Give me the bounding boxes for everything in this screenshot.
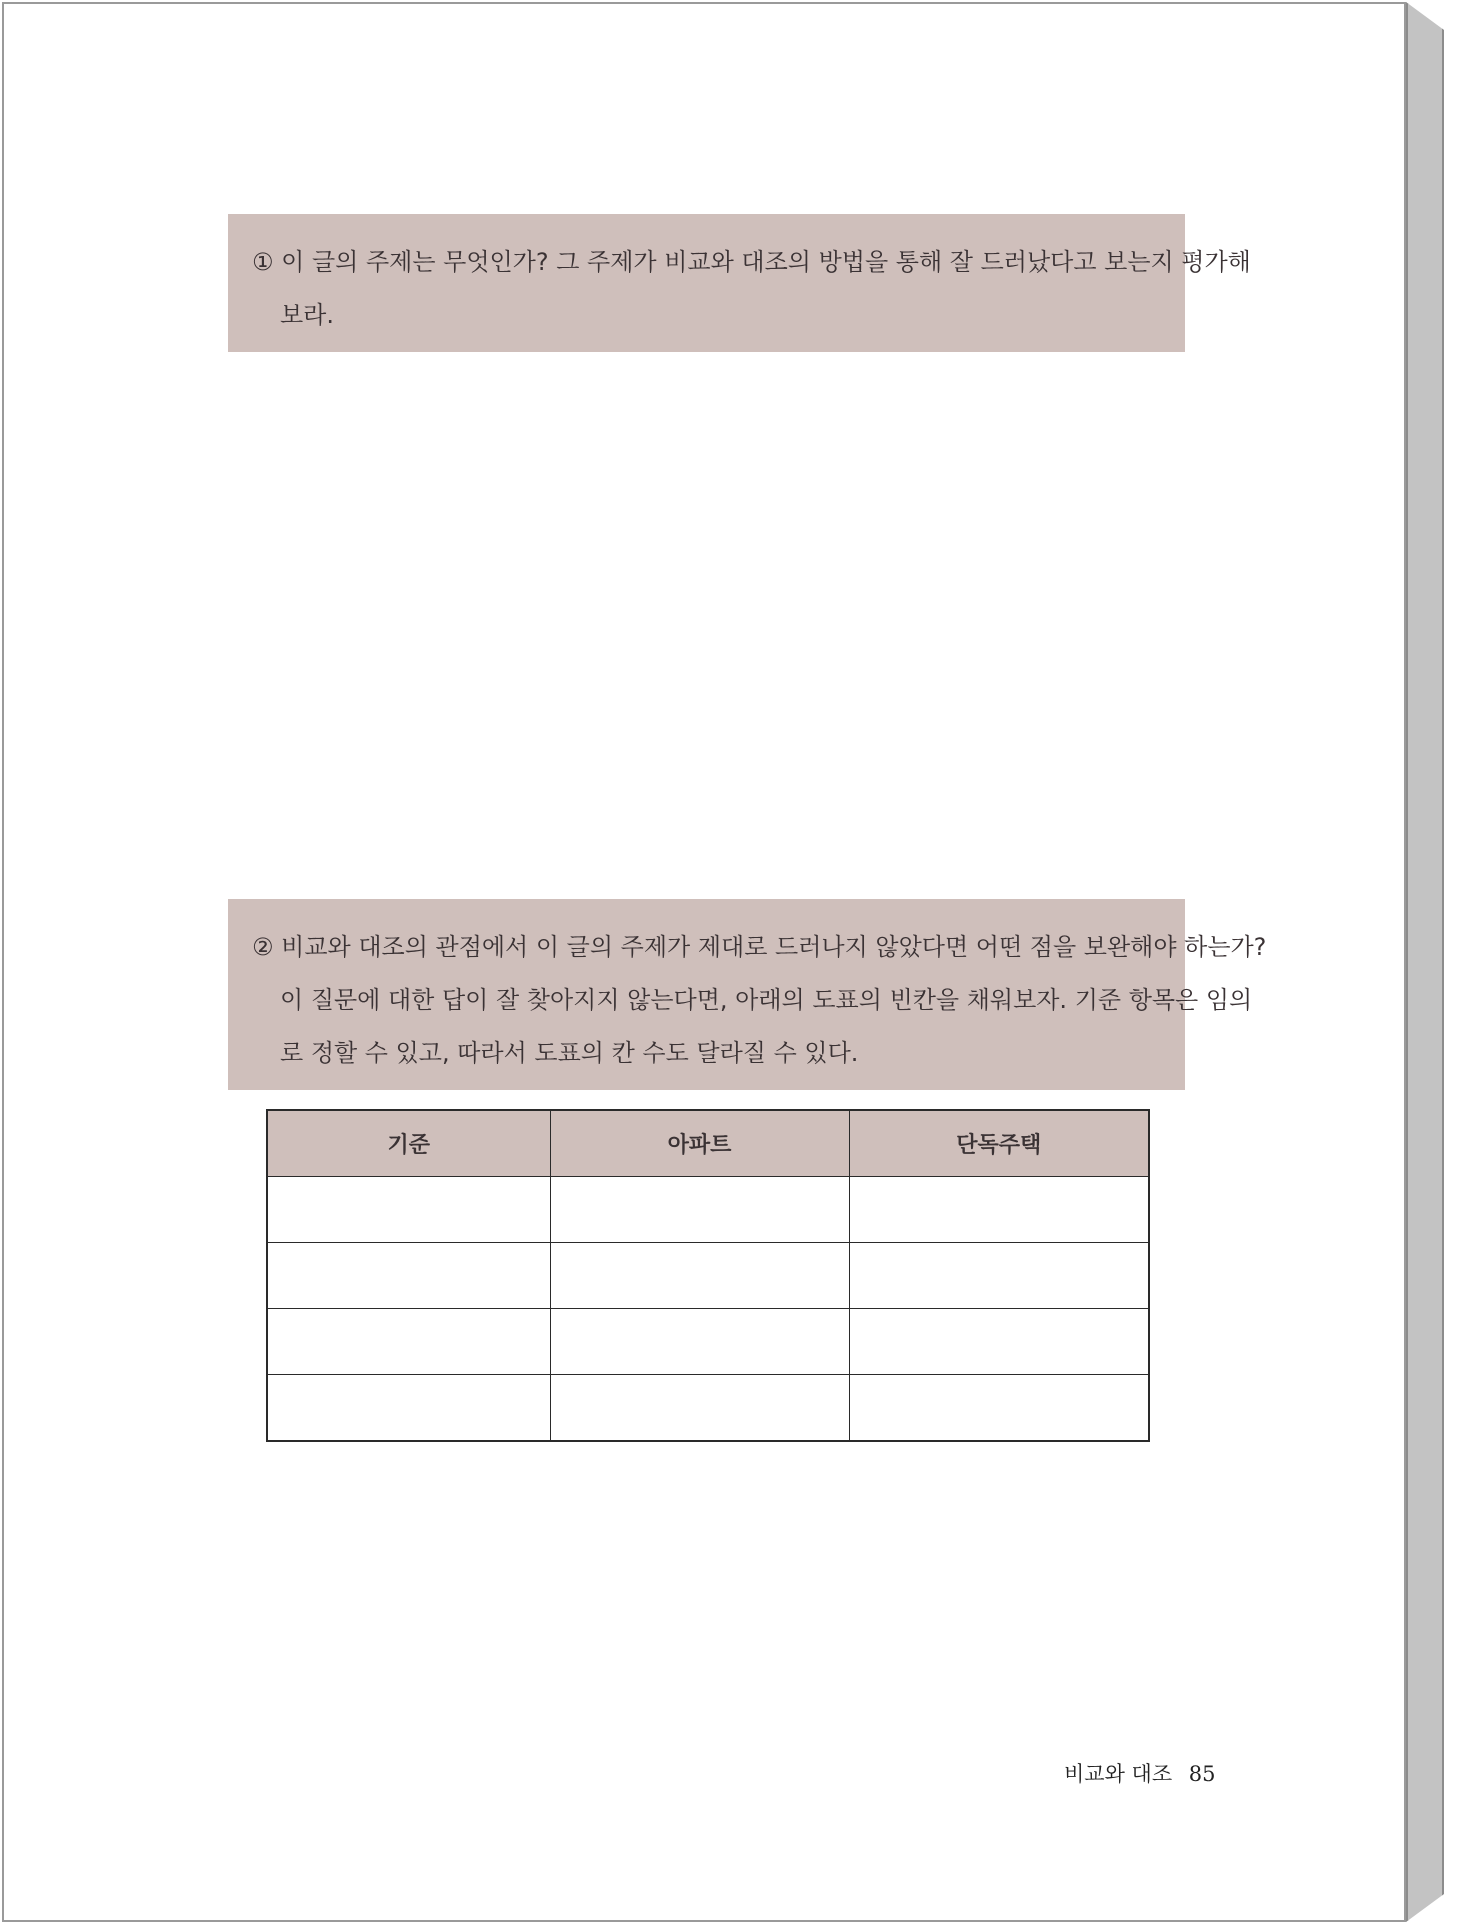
- table-cell[interactable]: [267, 1375, 550, 1442]
- comparison-table: [266, 1109, 1150, 1442]
- table-row: [267, 1309, 1149, 1375]
- question-2-box: [228, 899, 1267, 1090]
- table-cell[interactable]: [550, 1375, 849, 1442]
- table-cell[interactable]: [267, 1177, 550, 1243]
- question-2-line-1: ② 비교와 대조의 관점에서 이 글의 주제가 제대로 드러나지 않았다면 어떤 점을 보완해야 하는가?: [252, 933, 1267, 961]
- question-1-box: [228, 214, 1251, 352]
- header-detached-house: 단독주택: [849, 1110, 1149, 1177]
- header-apartment: 아파트: [550, 1110, 849, 1177]
- table-header-row: [267, 1110, 1149, 1177]
- header-criteria: 기준: [267, 1110, 550, 1177]
- page-number: 85: [1188, 1762, 1216, 1786]
- table-cell[interactable]: [267, 1309, 550, 1375]
- table-cell[interactable]: [550, 1309, 849, 1375]
- table-cell[interactable]: [849, 1309, 1149, 1375]
- table-cell[interactable]: [267, 1243, 550, 1309]
- question-1-line-1: ① 이 글의 주제는 무엇인가? 그 주제가 비교와 대조의 방법을 통해 잘 드러났다고 보는지 평가해: [252, 248, 1251, 276]
- question-1-line-2: 보라.: [280, 301, 334, 329]
- table-cell[interactable]: [550, 1177, 849, 1243]
- section-title: 비교와 대조: [1064, 1762, 1173, 1786]
- question-2-line-3: 로 정할 수 있고, 따라서 도표의 칸 수도 달라질 수 있다.: [280, 1039, 859, 1067]
- document-page: [2, 2, 1406, 1922]
- table-cell[interactable]: [849, 1177, 1149, 1243]
- table-cell[interactable]: [550, 1243, 849, 1309]
- page-footer: [1064, 1758, 1216, 1788]
- table-row: [267, 1177, 1149, 1243]
- question-2-line-2: 이 질문에 대한 답이 잘 찾아지지 않는다면, 아래의 도표의 빈칸을 채워보자. 기준 항목은 임의: [280, 986, 1253, 1014]
- table-row: [267, 1375, 1149, 1442]
- table-cell[interactable]: [849, 1243, 1149, 1309]
- table-cell[interactable]: [849, 1375, 1149, 1442]
- page-stack-edge: [1406, 2, 1444, 1922]
- table-row: [267, 1243, 1149, 1309]
